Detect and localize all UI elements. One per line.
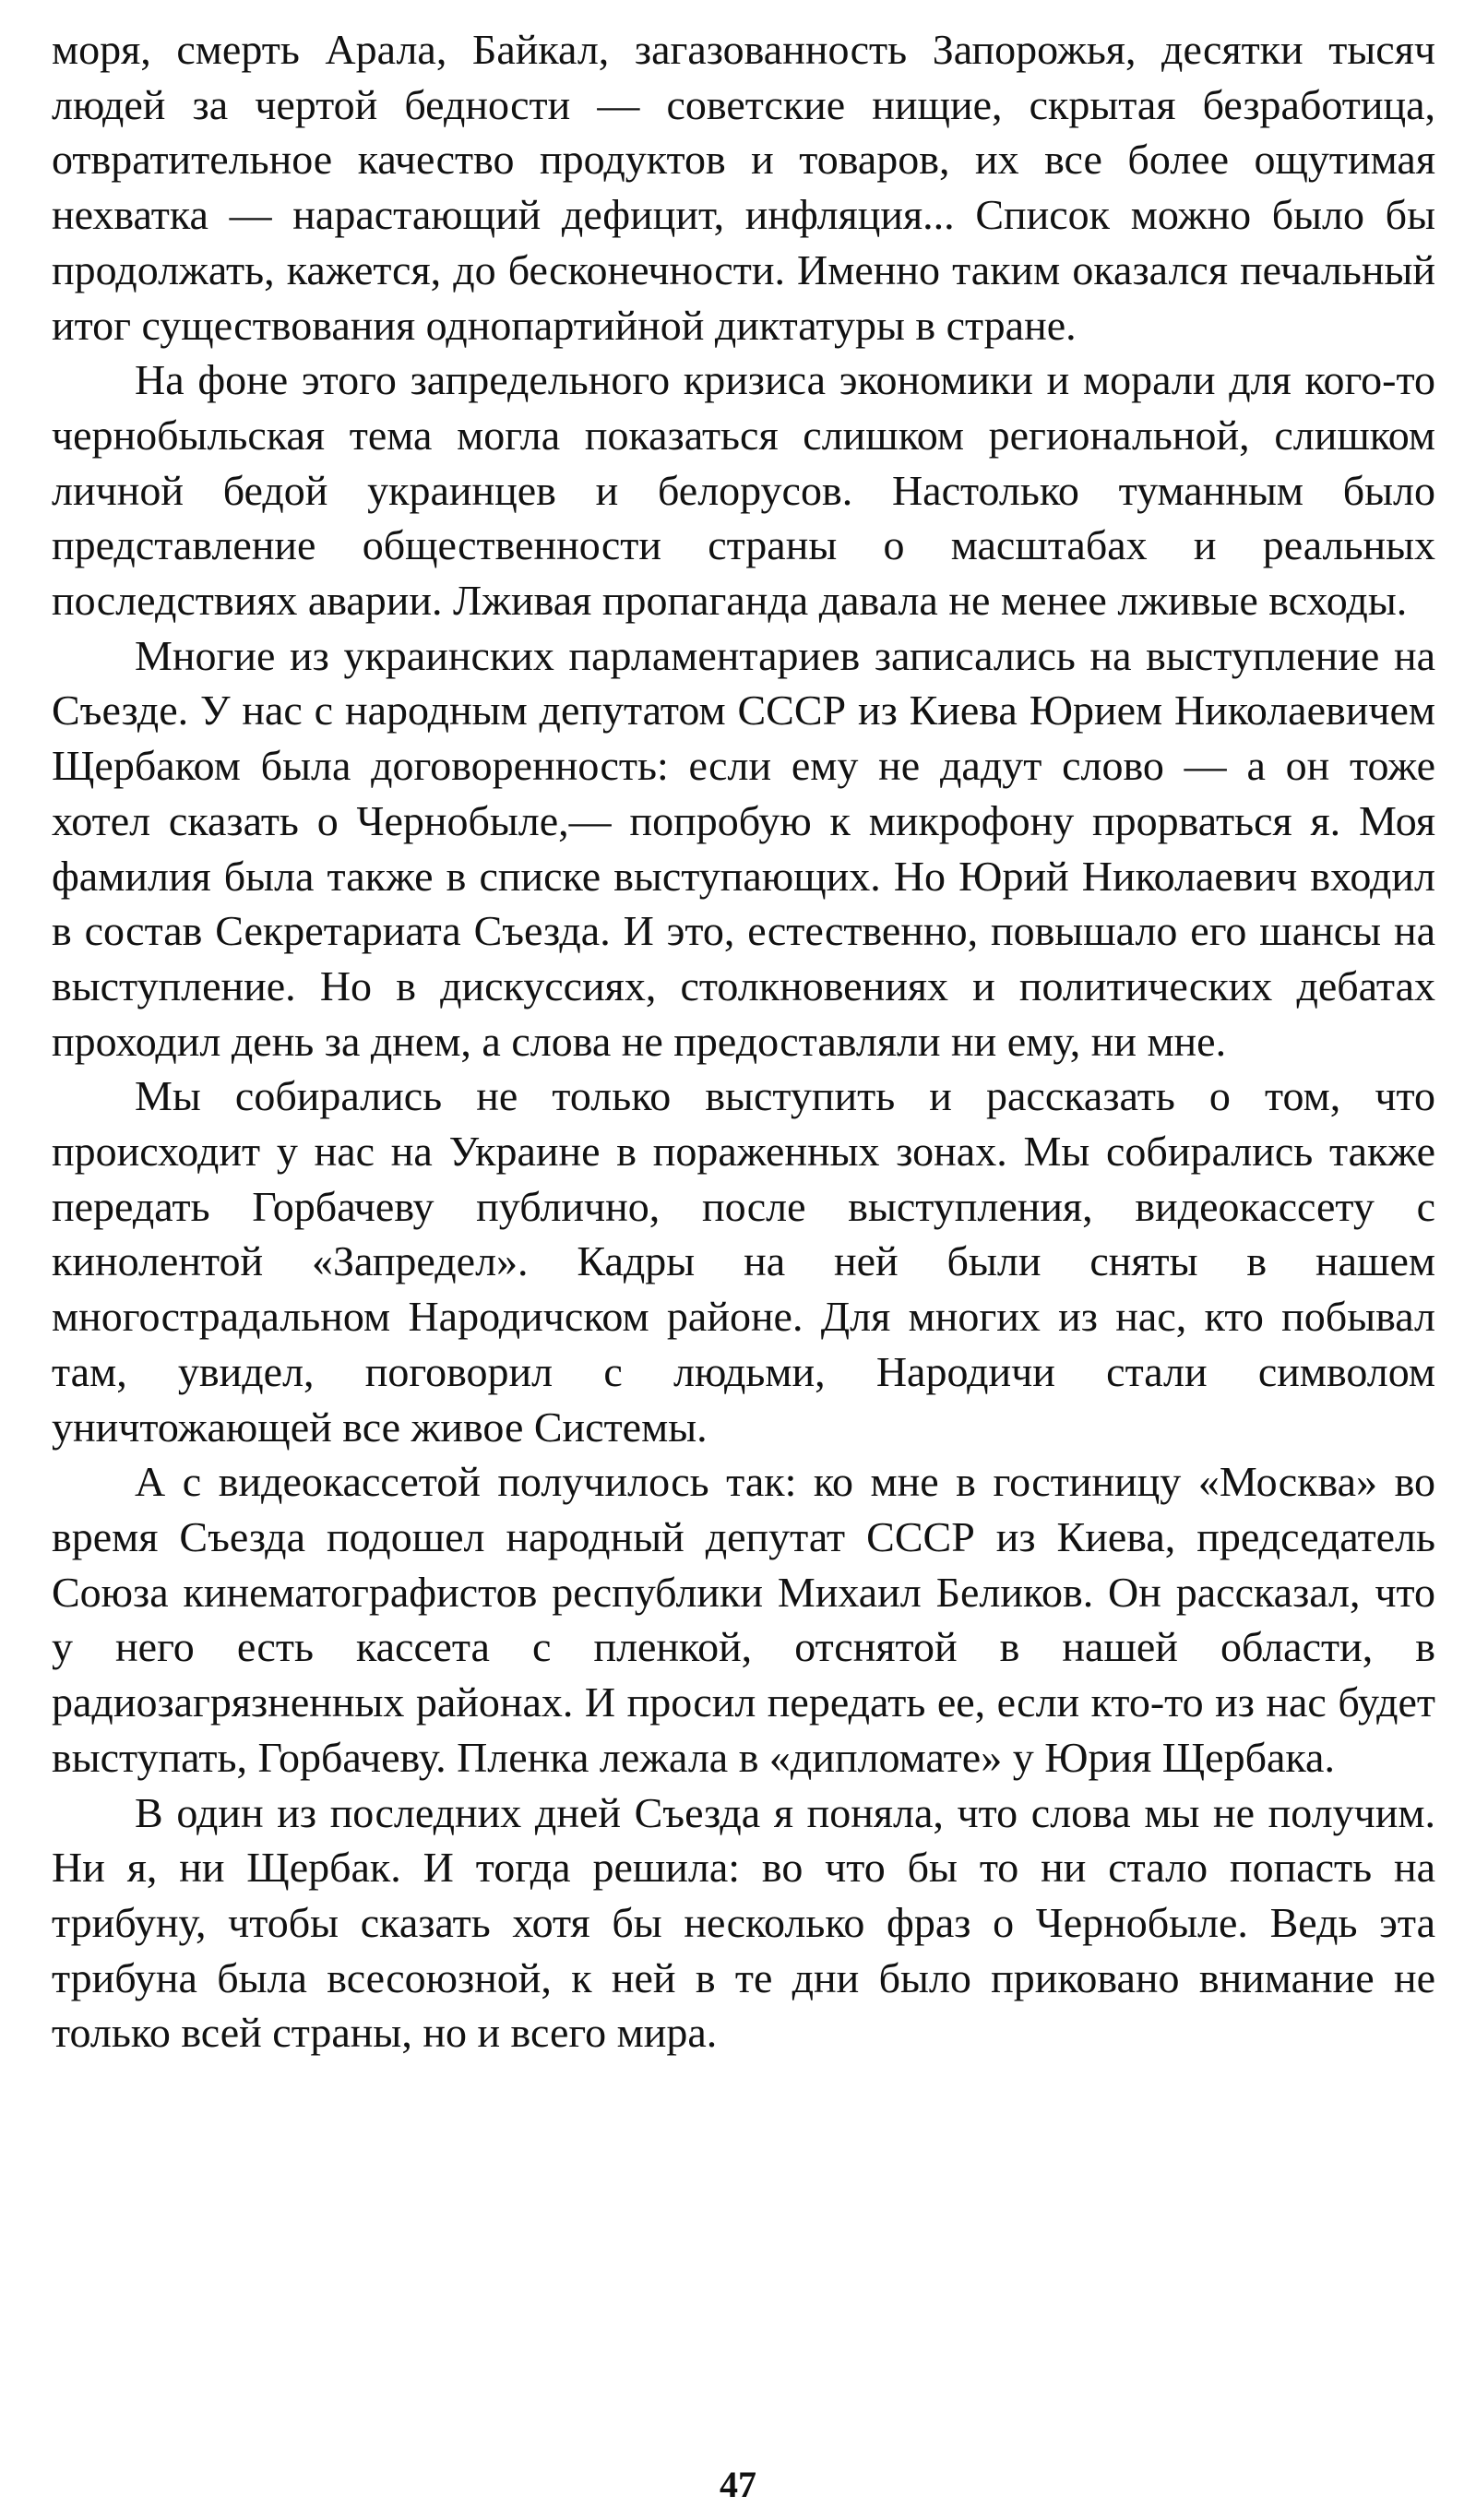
page-number: 47 bbox=[720, 2464, 756, 2505]
paragraph: На фоне этого запредельного кризиса экономики и морали для кого-то чернобыльская тема могла показаться слишком региональной, слишком личной бедой украинцев и белорусов. Настолько туманным было представление общественности страны о масштабах и реальных последствиях аварии. Лживая пропаганда давала не менее лживые всходы. bbox=[52, 356, 1435, 625]
paragraph: А с видеокассетой получилось так: ко мне в гостиницу «Москва» во время Съезда подошел народный депутат СССР из Киева, председатель Союза кинематографистов республики Михаил Беликов. Он рассказал, что у него есть кассета с пленкой, отснятой в нашей области, в радиозагрязненных районах. И просил передать ее, если кто-то из нас будет выступать, Горбачеву. Пленка лежала в «дипломате» у Юрия Щербака. bbox=[52, 1458, 1435, 1781]
paragraph: В один из последних дней Съезда я поняла, что слова мы не получим. Ни я, ни Щербак. И тогда решила: во что бы то ни стало попасть на трибуну, чтобы сказать хотя бы несколько фраз о Чернобыле. Ведь эта трибуна была всесоюзной, к ней в те дни было приковано внимание не только всей страны, но и всего мира. bbox=[52, 1788, 1435, 2057]
paragraph-continuation: моря, смерть Арала, Байкал, загазованность Запорожья, десятки тысяч людей за чертой бедности — советские нищие, скрытая безработица, отвратительное качество продуктов и товаров, их все более ощутимая нехватка — нарастающий дефицит, инфляция... Список можно было бы продолжать, кажется, до бесконечности. Именно таким оказался печальный итог существования однопартийной диктатуры в стране. bbox=[52, 26, 1435, 349]
page-body bbox=[52, 22, 1435, 2060]
paragraph: Мы собирались не только выступить и рассказать о том, что происходит у нас на Украине в пораженных зонах. Мы собирались также передать Горбачеву публично, после выступления, видеокассету с кинолентой «Запредел». Кадры на ней были сняты в нашем многострадальном Народичском районе. Для многих из нас, кто побывал там, увидел, поговорил с людьми, Народичи стали символом уничтожающей все живое Системы. bbox=[52, 1072, 1435, 1451]
paragraph: Многие из украинских парламентариев записались на выступление на Съезде. У нас с народным депутатом СССР из Киева Юрием Николаевичем Щербаком была договоренность: если ему не дадут слово — а он тоже хотел сказать о Чернобыле,— попробую к микрофону прорваться я. Моя фамилия была также в списке выступающих. Но Юрий Николаевич входил в состав Секретариата Съезда. И это, естественно, повышало его шансы на выступление. Но в дискуссиях, столкновениях и политических дебатах проходил день за днем, а слова не предоставляли ни ему, ни мне. bbox=[52, 631, 1435, 1065]
